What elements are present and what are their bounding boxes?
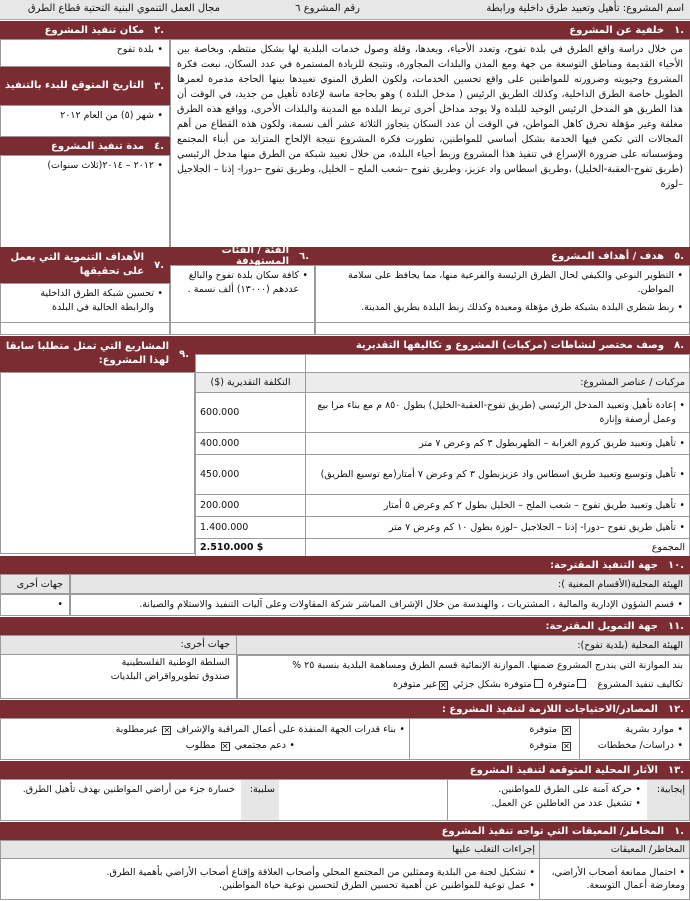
activity-cost: 1.400.000 [196, 517, 306, 539]
option-unavailable: غير متوفرة [393, 678, 437, 690]
col-action-header: إجراءات التغلب عليها [1, 841, 540, 859]
checkbox-community[interactable]: ✕ [221, 742, 229, 752]
resource-status [409, 719, 579, 759]
project-number: رقم المشروع ٦ [295, 3, 360, 14]
target-groups-value: • كافة سكان بلدة تفوح والبالغ عددهم (١٣٠٠٠) ألف نسمة . [177, 269, 308, 297]
studies-available: متوفرة [529, 740, 557, 752]
section-14-header: .١ المخاطر/ المعيقات التي تواجه تنفيذ المشروع [0, 822, 690, 840]
section-6-title: الفئة / الفئات المستهدفة [221, 245, 290, 267]
activity-cost: 600.000 [196, 393, 306, 433]
section-5-title: هدف / أهداف المشروع [551, 250, 665, 262]
community-label: دعم مجتمعي [234, 740, 286, 752]
resource-types [579, 719, 689, 759]
project-location [0, 39, 170, 67]
activity-item: • تأهيل وتعبيد طريق كروم الغرابة – الظهربطول ٣ كم وعرض ٧ متر [310, 437, 685, 450]
option-partial: متوفرة بشكل جزئي [452, 678, 532, 690]
section-8-title: وصف مختصر لنشاطات (مركبات) المشروع و تكاليفها التقديرية [355, 339, 665, 351]
activity-item: • إعادة تأهيل وتعبيد المدخل الرئيسي (طريق تفوح-العقبة-الخليل) بطول ٨٥٠ م مع بناء مرا بيع وعمل أرصفة وإنارة [310, 399, 685, 426]
spacer [262, 780, 447, 820]
funding-cost-label: تكاليف تنفيذ المشروع [597, 678, 683, 690]
section-10-header: .١٠ جهة التنفيذ المقترحة: [0, 556, 690, 574]
executing-other [0, 594, 70, 616]
activities-grid [195, 372, 690, 557]
checkbox-studies-available[interactable]: ✕ [563, 742, 570, 752]
section-3-title: التاريخ المتوقع للبدء بالتنفيذ [4, 79, 145, 91]
section-9-title: المشاريع التي تمثل متطلبا سابقا لهذا المشروع: [5, 340, 170, 366]
activity-row [306, 517, 690, 539]
goal-item: • ربط شطري البلدة بشبكة طرق مؤهلة ومعبدة وكذلك ربط البلدة بطريق المدينة. [322, 301, 683, 315]
target-groups [170, 265, 315, 335]
option-available: متوفرة [547, 678, 576, 690]
section-12-title: المصادر/الاحتياجات اللازمة لتنفيذ المشروع : [441, 703, 658, 715]
section-1-header: .١ خلفية عن المشروع [170, 21, 690, 39]
location-value: • بلدة تفوح [7, 43, 163, 57]
activity-cost: 200.000 [196, 495, 306, 517]
action-item: • عمل توعية للمواطنين عن أهمية تحسين الطرق لتحسين نوعية حياة المواطنين. [5, 879, 535, 892]
activity-row [306, 495, 690, 517]
human-available: متوفرة [529, 724, 557, 735]
funding-other-item: السلطة الوطنية الفلسطينية [121, 656, 230, 668]
funding-other [0, 635, 237, 699]
resource-needs [1, 719, 411, 759]
need-capacity [7, 722, 405, 738]
funding-other-label: جهات أخرى: [1, 636, 236, 654]
funding-availability [244, 678, 683, 692]
activity-item: • تأهيل وتعبيد طريق تفوح – شعب الملح – الخليل بطول ٢ كم وعرض ٥ أمتار [310, 499, 685, 512]
negative-label: سلبية: [241, 780, 279, 820]
section-8-header: .٨ وصف مختصر لنشاطات (مركبات) المشروع و تكاليفها التقديرية [195, 336, 690, 354]
executing-local [70, 594, 690, 616]
activity-row [306, 433, 690, 455]
project-field: مجال العمل التنموي البنية التحتية قطاع الطرق [27, 3, 220, 14]
positive-item: • تشغيل عدد من العاطلين عن العمل. [454, 797, 641, 811]
risks-table [0, 840, 690, 900]
section-5-header: .٥ هدف / أهداف المشروع [315, 247, 690, 265]
start-date-value: • شهر (٥) من العام ٢٠١٢ [7, 109, 163, 123]
executing-local-label: الهيئة المحلية(الأقسام المعنية ): [70, 574, 690, 594]
section-7-title: الأهداف التنموية التي يعمل على تحقيقها [10, 251, 145, 277]
checkbox-available[interactable] [577, 679, 586, 688]
section-12-header: .١٢ المصادر/الاحتياجات اللازمة لتنفيذ المشروع : [0, 700, 690, 718]
impacts [0, 779, 690, 821]
resource-human: • موارد بشرية [586, 722, 683, 738]
start-date [0, 105, 170, 137]
executing-local-value: • قسم الشؤون الإدارية والمالية ، المشتريات ، والهندسة من خلال الإشراف المباشر شركة المقاولات وعلى آليات التنفيذ والاستلام والصيانة. [77, 598, 683, 612]
funding-local-value: بند الموازنة التي يندرج المشروع ضمنها. الموازنة الإنمائية قسم الطرق ومساهمة البلدية بنسبة ٢٥ % [292, 660, 683, 671]
activities-table [195, 354, 690, 373]
section-14-title: المخاطر/ المعيقات التي تواجه تنفيذ المشروع [441, 825, 665, 837]
goal-item: • التطوير النوعي والكيفي لحال الطرق الرئيسة والفرعية منها، مما يحافظ على سلامة المواطن. [322, 269, 683, 297]
activity-item: • تأهيل طريق تفوح –دورا- إذنا – الجلاجيل –لوزة بطول ١٠ كم وعرض ٧ متر [310, 521, 685, 534]
section-2-header: .٢ مكان تنفيذ المشروع [0, 21, 170, 39]
goals [315, 265, 690, 335]
development-goals [0, 283, 170, 335]
risk-item: • احتمال ممانعة أصحاب الأراضي، [544, 866, 685, 879]
capacity-status: غيرمطلوبة [115, 724, 158, 735]
total-label: المجموع [306, 539, 690, 557]
section-13-header: .١٣ الآثار المحلية المتوقعة لتنفيذ المشروع [0, 761, 690, 779]
col-risk-header: المخاطر/ المعيقات [540, 841, 690, 859]
col-cost-header: التكلفة التقديرية ($) [196, 373, 306, 393]
positive-impacts [447, 780, 647, 820]
section-11-header: .١١ جهة التمويل المقترحة: [0, 617, 690, 635]
section-9-header: .٩ المشاريع التي تمثل متطلبا سابقا لهذا المشروع: [0, 336, 195, 372]
section-1-title: خلفية عن المشروع [569, 24, 665, 36]
action-cell [1, 859, 540, 900]
funding-local [237, 655, 690, 699]
action-item: • تشكيل لجنة من البلدية وممثلين من المجتمع المحلي وأصحاب العلاقة وإقناع أصحاب الأراضي بأهمية الطرق. [5, 866, 535, 879]
total-value: 2.510.000 $ [196, 539, 306, 557]
col-item-header: مركبات / عناصر المشروع: [306, 373, 690, 393]
checkbox-human-available[interactable]: ✕ [563, 726, 570, 735]
risk-cell [540, 859, 690, 900]
activity-row [306, 393, 690, 433]
background-text: من خلال دراسة واقع الطرق في بلدة تفوح، وتعدد الأحياء، وبعدها، وقلة وصول خدمات البلدية لها بشكل منتظم، وبخاصة بين الأحياء القديمة ومناطق التوسعة من جهة ومع المدن والبلدات المجاورة، ونتيجة للزيادة المستمرة في عدد السكان، نبعت فكرة المشروع وحيويته وضرورته للمواطنين على واقع تحسين الخدمات، ولكون الطرق المنوي تعبيدها بينها الحاجة مدمرة لعمرها الطويل خاصة الطرق الداخلية، وكذلك الطريق الرئيس ( مدخل البلدة ) وهو بحاجة ماسة لإعادة تأهيل من جديد، في الوقت أن هذا الطريق هو المدخل الرئيس الوحيد للبلدة ولا يوجد مداخل أخرى تربط البلدة مع المدينة والبلدات الأخرى، وواقع هذه الطرق مغلقة وغير مؤهلة تحرق كاهل المواطن، في الوقت أن عدد السكان يتجاوز الثلاثة عشر ألف نسمة، ولكون هذه القطاع من أهم المجالات التي تكمن فيها الخدمة بشكل أساسي للمواطنين، تطورت فكرة المشروع نتيجة الإلحاح المتزايد من أبناء المجتمع ومؤسساته على ضرورة الإسراع في تنفيذ هذا المشروع وربط أحياء البلدة، من خلال تعبيد شبكة من الطرق منها مدخل الرئيسي (طريق تفوح-العقبة-الخليل) ،وطريق اسطاس واد عزيز، وطريق تفوح –شعب الملح – الخليل، وطريق تفوح –دورا- إذنا – الجلاجيل –لوزة [170, 39, 690, 323]
checkbox-partial[interactable] [534, 679, 543, 688]
activity-item: • تأهيل وتوسيع وتعبيد طريق اسطاس واد عزيزبطول ٣ كم وعرض ٧ أمتار(مع توسيع الطريق) [310, 468, 685, 481]
community-status: مطلوب [185, 740, 216, 752]
section-10-title: جهة التنفيذ المقترحة: [550, 559, 658, 571]
section-6-header: .٦ الفئة / الفئات المستهدفة [170, 247, 315, 265]
risk-item: ومعارضة أعمال التوسعة. [586, 880, 685, 891]
funding-local-label: الهيئة المحلية (بلدية تفوح): [0, 635, 690, 655]
resources [0, 718, 690, 760]
need-community [7, 738, 295, 754]
sheet-header [0, 0, 690, 20]
activity-cost: 450.000 [196, 455, 306, 495]
capacity-label: بناء قدرات الجهة المنفذة على أعمال المراقبة والإشراف [176, 724, 396, 735]
section-4-title: مدة تنفيذ المشروع [51, 140, 145, 152]
checkbox-unavailable[interactable]: ✕ [439, 680, 447, 690]
section-4-header: .٤ مدة تنفيذ المشروع [0, 137, 170, 155]
resource-studies: • دراسات/ مخططات [586, 738, 683, 754]
development-goals-value: • تحسين شبكة الطرق الداخلية والرابطة الحالية في البلدة [7, 287, 163, 315]
section-3-header: .٣ التاريخ المتوقع للبدء بالتنفيذ [0, 67, 170, 105]
prerequisite-projects [0, 372, 195, 554]
project-name: اسم المشروع: تأهيل وتعبيد طرق داخلية ورابطة [486, 3, 684, 14]
funding-other-item: صندوق تطويرواقراض البلديات [110, 670, 230, 682]
checkbox-capacity[interactable]: ✕ [163, 726, 171, 735]
executing-other-label: جهات أخرى [0, 574, 70, 594]
activity-cost: 400.000 [196, 433, 306, 455]
negative-impact: خسارة جزء من أراضي المواطنين بهدف تأهيل الطرق. [22, 784, 235, 795]
positive-label: إيجابية: [647, 780, 689, 820]
duration-value: • ٢٠١٢ – ٢٠١٤(ثلاث سنوات) [7, 159, 163, 173]
positive-item: • حركة آمنة على الطرق للمواطنين. [454, 783, 641, 797]
activity-row [306, 455, 690, 495]
section-13-title: الآثار المحلية المتوقعة لتنفيذ المشروع [469, 764, 658, 776]
section-2-title: مكان تنفيذ المشروع [44, 24, 145, 36]
section-11-title: جهة التمويل المقترحة: [545, 620, 658, 632]
section-7-header: .٧ الأهداف التنموية التي يعمل على تحقيقها [0, 247, 170, 283]
